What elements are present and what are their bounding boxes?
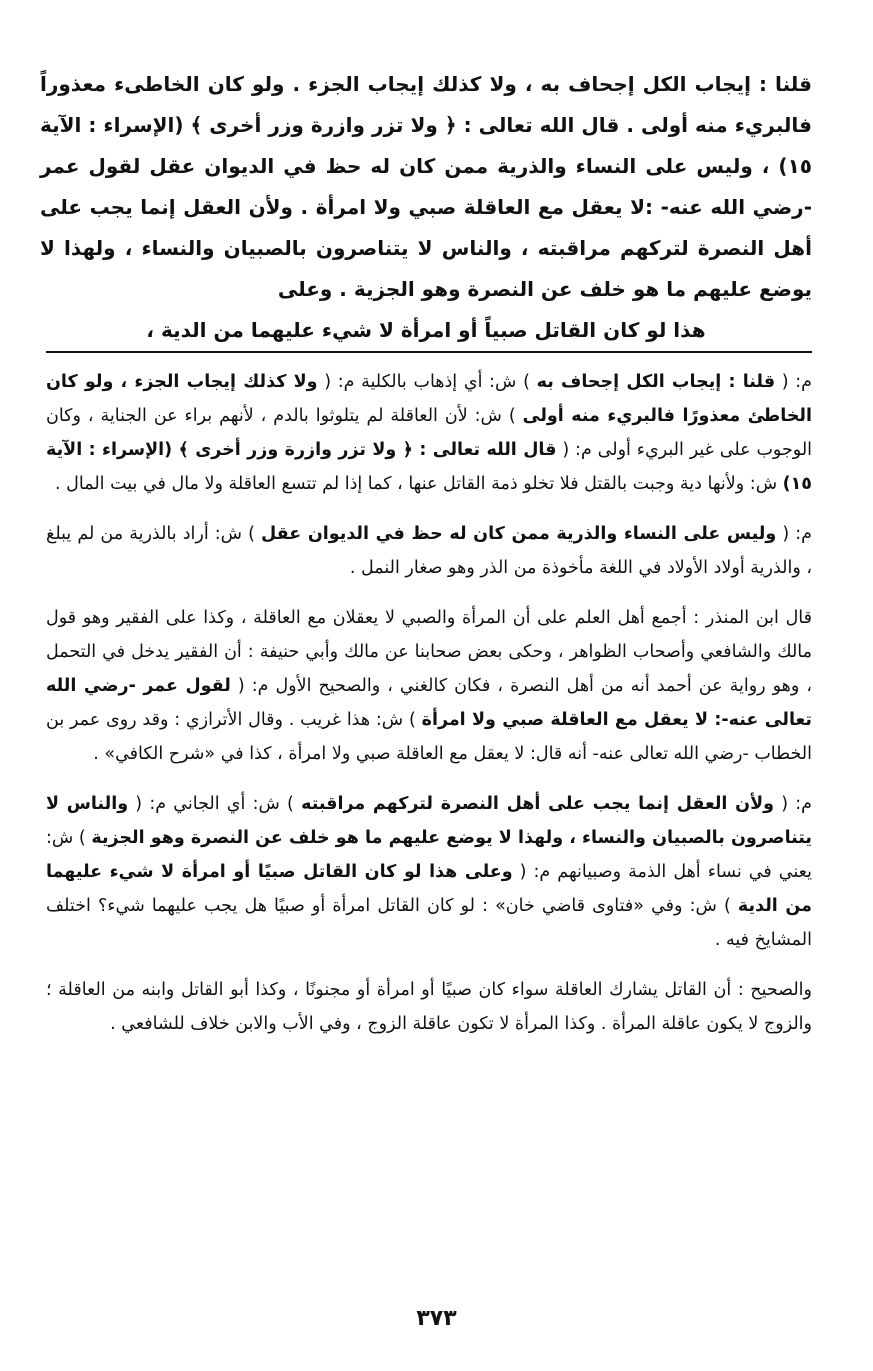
- quoted-matn: وليس على النساء والذرية ممن كان له حظ في الديوان عقل: [261, 524, 777, 544]
- commentary-paragraph-2: م: ( وليس على النساء والذرية ممن كان له حظ في الديوان عقل ) ش: أراد بالذرية من لم يبلغ ، والذرية أولاد الأولاد في اللغة مأخوذة من الذر وهو صغار النمل .: [46, 524, 813, 578]
- commentary-paragraph-4: م: ( ولأن العقل إنما يجب على أهل النصرة لتركهم مراقبته ) ش: أي الجاني م: ( والناس لا يتناصرون بالصبيان والنساء ، ولهذا لا يوضع عليهم ما هو خلف عن النصرة وهو الجزية ) ش: يعني في نساء أهل الذمة وصبيانهم م: ( وعلى هذا لو كان القاتل صبيًا أو امرأة لا شيء عليهما من الدية ) ش: وفي «فتاوى قاضي خان» : لو كان القاتل امرأة أو صبيًا هل يجب عليهما شيء؟ اختلف المشايخ فيه .: [46, 794, 813, 950]
- quoted-matn: ولأن العقل إنما يجب على أهل النصرة لتركهم مراقبته: [301, 794, 775, 814]
- quoted-matn: والناس لا يتناصرون بالصبيان والنساء ، ولهذا لا يوضع عليهم ما هو خلف عن النصرة وهو الجزية: [46, 794, 813, 848]
- quoted-matn: ولا كذلك إيجاب الجزء ، ولو كان الخاطئ معذورًا فالبريء منه أولى: [46, 372, 812, 426]
- commentary-paragraph-5: والصحيح : أن القاتل يشارك العاقلة سواء كان صبيًا أو امرأة أو مجنونًا ، وكذا أبو القاتل وابنه من العاقلة ؛ والزوج لا يكون عاقلة المرأة . وكذا المرأة لا تكون عاقلة الزوج ، وفي الأب والابن خلاف للشافعي .: [46, 980, 812, 1034]
- commentary: [46, 365, 812, 1057]
- main-text-body: قلنا : إيجاب الكل إجحاف به ، ولا كذلك إيجاب الجزء . ولو كان الخاطىء معذوراً فالبريء منه أولى . قال الله تعالى : ﴿ ولا تزر وازرة وزر أخرى ﴾ (الإسراء : الآية ١٥) ، وليس على النساء والذرية ممن كان له حظ في الديوان عقل لقول عمر -رضي الله عنه- :لا يعقل مع العاقلة صبي ولا امرأة . ولأن العقل إنما يجب على أهل النصرة لتركهم مراقبته ، والناس لا يتناصرون بالصبيان والنساء ، ولهذا لا يوضع عليهم ما هو خلف عن النصرة وهو الجزية . وعلى: [40, 72, 812, 301]
- commentary-paragraph-1: م: ( قلنا : إيجاب الكل إجحاف به ) ش: أي إذهاب بالكلية م: ( ولا كذلك إيجاب الجزء ، ولو كان الخاطئ معذورًا فالبريء منه أولى ) ش: لأن العاقلة لم يتلوثوا بالدم ، لأنهم براء عن الجناية ، وكان الوجوب على غير البريء أولى م: ( قال الله تعالى : ﴿ ولا تزر وازرة وزر أخرى ﴾ (الإسراء : الآية ١٥) ش: ولأنها دية وجبت بالقتل فلا تخلو ذمة القاتل عنها ، كما إذا لم تتسع العاقلة ولا مال في بيت المال .: [46, 372, 813, 494]
- commentary-paragraph-3: قال ابن المنذر : أجمع أهل العلم على أن المرأة والصبي لا يعقلان مع العاقلة ، وكذا على الفقير وهو قول مالك والشافعي وأصحاب الظواهر ، وحكى بعض صحابنا عن مالك وأبي حنيفة : أن الفقير يدخل في التحمل ، وهو رواية عن أحمد أنه من أهل النصرة ، فكان كالغني ، والصحيح الأول م: ( لقول عمر -رضي الله تعالى عنه-: لا يعقل مع العاقلة صبي ولا امرأة ) ش: هذا غريب . وقال الأترازي : وقد روى عمر بن الخطاب -رضي الله تعالى عنه- أنه قال: لا يعقل مع العاقلة صبي ولا امرأة ، كذا في «شرح الكافي» .: [46, 608, 813, 764]
- page-number: ٣٧٣: [416, 1306, 457, 1331]
- quoted-matn: قال الله تعالى : ﴿ ولا تزر وازرة وزر أخرى ﴾ (الإسراء : الآية ١٥): [46, 440, 812, 494]
- main-text-last-line: هذا لو كان القاتل صبياً أو امرأة لا شيء عليهما من الدية ،: [146, 318, 706, 342]
- main-text: [40, 64, 812, 351]
- separator-line: [46, 351, 812, 353]
- quoted-matn: لقول عمر -رضي الله تعالى عنه-: لا يعقل مع العاقلة صبي ولا امرأة: [46, 676, 812, 730]
- quoted-matn: وعلى هذا لو كان القاتل صبيًا أو امرأة لا شيء عليهما من الدية: [46, 862, 812, 916]
- quoted-matn: قلنا : إيجاب الكل إجحاف به: [536, 372, 776, 392]
